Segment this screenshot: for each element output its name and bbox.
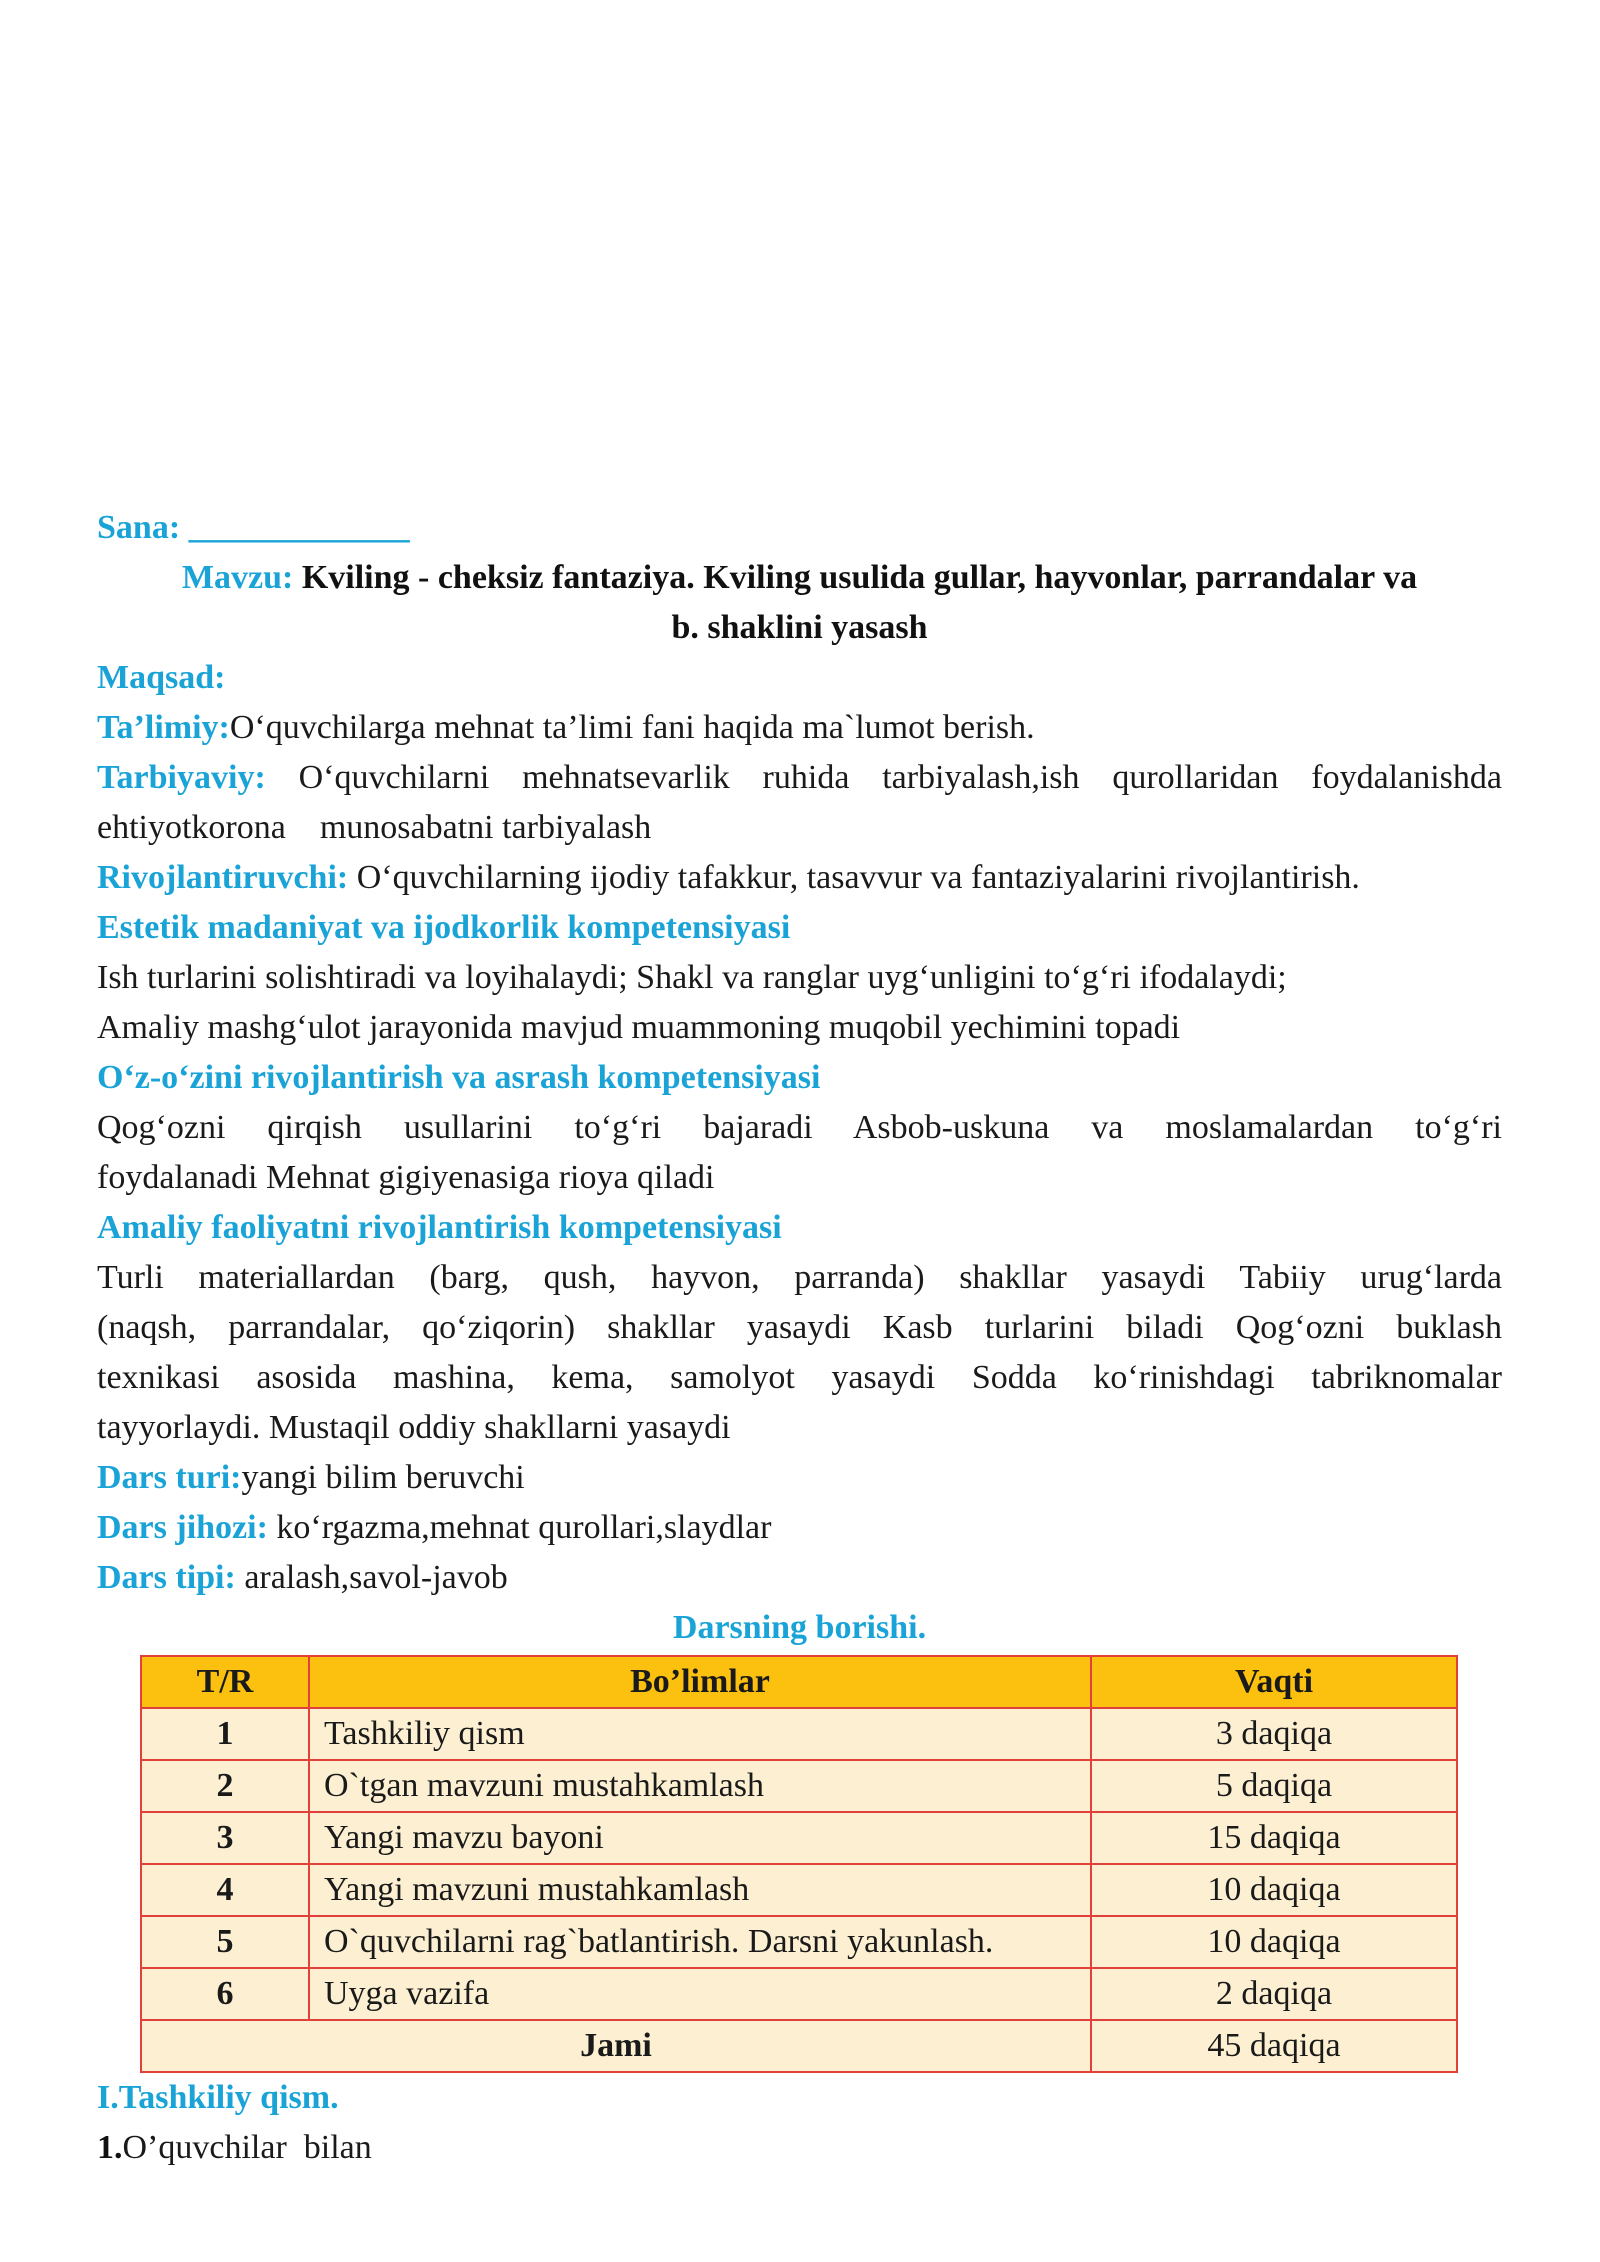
total-time: 45 daqiqa bbox=[1091, 2020, 1457, 2072]
competence-1-heading: Estetik madaniyat va ijodkorlik kompetensiyasi bbox=[97, 909, 791, 946]
upbringing-text-2: ehtiyotkorona munosabatni tarbiyalash bbox=[97, 809, 652, 846]
row-time: 15 daqiqa bbox=[1091, 1812, 1457, 1864]
competence-2-heading: O‘z-o‘zini rivojlantirish va asrash kompetensiyasi bbox=[97, 1059, 821, 1096]
row-section: Tashkiliy qism bbox=[309, 1708, 1091, 1760]
competence-3-line-2: (naqsh, parrandalar, qo‘ziqorin) shakllar yasaydi Kasb turlarini biladi Qog‘ozni buklash bbox=[97, 1309, 1502, 1346]
row-section: O`quvchilarni rag`batlantirish. Darsni yakunlash. bbox=[309, 1916, 1091, 1968]
developmental-text: O‘quvchilarning ijodiy tafakkur, tasavvur va fantaziyalarini rivojlantirish. bbox=[348, 859, 1360, 896]
row-number: 6 bbox=[141, 1968, 309, 2020]
row-number: 3 bbox=[141, 1812, 309, 1864]
developmental-goal bbox=[97, 853, 1502, 903]
header-time: Vaqti bbox=[1091, 1656, 1457, 1708]
lesson-type bbox=[97, 1453, 1502, 1503]
row-section: Yangi mavzuni mustahkamlash bbox=[309, 1864, 1091, 1916]
competence-3-line-3: texnikasi asosida mashina, kema, samolyot yasaydi Sodda ko‘rinishdagi tabriknomalar bbox=[97, 1359, 1502, 1396]
row-number: 5 bbox=[141, 1916, 309, 1968]
upbringing-label: Tarbiyaviy: bbox=[97, 759, 266, 796]
table-header-row bbox=[141, 1656, 1457, 1708]
lesson-kind bbox=[97, 1553, 1502, 1603]
developmental-label: Rivojlantiruvchi: bbox=[97, 859, 349, 896]
lesson-kind-label: Dars tipi: bbox=[97, 1559, 236, 1596]
lesson-equipment-text: ko‘rgazma,mehnat qurollari,slaydlar bbox=[267, 1509, 772, 1546]
competence-3-line-1: Turli materiallardan (barg, qush, hayvon, parranda) shakllar yasaydi Tabiiy urug‘larda bbox=[97, 1259, 1502, 1296]
row-time: 10 daqiqa bbox=[1091, 1916, 1457, 1968]
lesson-type-label: Dars turi: bbox=[97, 1459, 242, 1496]
competence-1-line-1: Ish turlarini solishtiradi va loyihalaydi; Shakl va ranglar uyg‘unligini to‘g‘ri ifodalaydi; bbox=[97, 959, 1287, 996]
table-row bbox=[141, 1916, 1457, 1968]
table-row bbox=[141, 1864, 1457, 1916]
lesson-equipment bbox=[97, 1503, 1502, 1553]
educational-label: Ta’limiy: bbox=[97, 709, 230, 746]
educational-goal bbox=[97, 703, 1502, 753]
table-total-row bbox=[141, 2020, 1457, 2072]
topic-text-1: Kviling - cheksiz fantaziya. Kviling usulida gullar, hayvonlar, parrandalar va bbox=[301, 559, 1418, 596]
date-line bbox=[97, 503, 1502, 553]
header-sections: Bo’limlar bbox=[309, 1656, 1091, 1708]
goal-label: Maqsad: bbox=[97, 659, 226, 696]
upbringing-goal-1 bbox=[97, 753, 1502, 803]
row-time: 2 daqiqa bbox=[1091, 1968, 1457, 2020]
competence-2-line-1: Qog‘ozni qirqish usullarini to‘g‘ri bajaradi Asbob-uskuna va moslamalardan to‘g‘ri bbox=[97, 1109, 1502, 1146]
row-number: 4 bbox=[141, 1864, 309, 1916]
competence-3-line-4: tayyorlaydi. Mustaqil oddiy shakllarni yasaydi bbox=[97, 1409, 731, 1446]
table-row bbox=[141, 1760, 1457, 1812]
lesson-kind-text: aralash,savol-javob bbox=[235, 1559, 508, 1596]
row-section: Uyga vazifa bbox=[309, 1968, 1091, 2020]
competence-2-line-2: foydalanadi Mehnat gigiyenasiga rioya qiladi bbox=[97, 1159, 715, 1196]
row-number: 2 bbox=[141, 1760, 309, 1812]
total-label: Jami bbox=[141, 2020, 1091, 2072]
topic-line-1 bbox=[97, 553, 1502, 603]
row-time: 3 daqiqa bbox=[1091, 1708, 1457, 1760]
competence-1-line-2: Amaliy mashg‘ulot jarayonida mavjud muammoning muqobil yechimini topadi bbox=[97, 1009, 1181, 1046]
row-time: 5 daqiqa bbox=[1091, 1760, 1457, 1812]
row-number: 1 bbox=[141, 1708, 309, 1760]
lesson-plan-page bbox=[97, 503, 1502, 2173]
table-row bbox=[141, 1812, 1457, 1864]
lesson-flow-title: Darsning borishi. bbox=[672, 1609, 927, 1646]
date-label: Sana: bbox=[97, 509, 181, 546]
educational-text: O‘quvchilarga mehnat ta’limi fani haqida ma`lumot berish. bbox=[229, 709, 1035, 746]
competence-3-heading: Amaliy faoliyatni rivojlantirish kompetensiyasi bbox=[97, 1209, 782, 1246]
section-1-text bbox=[97, 2123, 1502, 2173]
table-row bbox=[141, 1708, 1457, 1760]
lesson-schedule-table bbox=[140, 1655, 1458, 2073]
row-time: 10 daqiqa bbox=[1091, 1864, 1457, 1916]
section-1-heading: I.Tashkiliy qism. bbox=[97, 2079, 339, 2116]
table-row bbox=[141, 1968, 1457, 2020]
section-1-body: O’quvchilar bilan bbox=[122, 2129, 372, 2166]
topic-label: Mavzu: bbox=[181, 559, 294, 596]
topic-text-2: b. shaklini yasash bbox=[671, 609, 928, 646]
row-section: O`tgan mavzuni mustahkamlash bbox=[309, 1760, 1091, 1812]
lesson-equipment-label: Dars jihozi: bbox=[97, 1509, 268, 1546]
header-number: T/R bbox=[141, 1656, 309, 1708]
row-section: Yangi mavzu bayoni bbox=[309, 1812, 1091, 1864]
date-blank: _____________ bbox=[188, 509, 410, 546]
upbringing-text-1: O‘quvchilarni mehnatsevarlik ruhida tarbiyalash,ish qurollaridan foydalanishda bbox=[265, 759, 1502, 796]
lesson-type-text: yangi bilim beruvchi bbox=[241, 1459, 525, 1496]
section-1-number: 1. bbox=[97, 2129, 123, 2166]
